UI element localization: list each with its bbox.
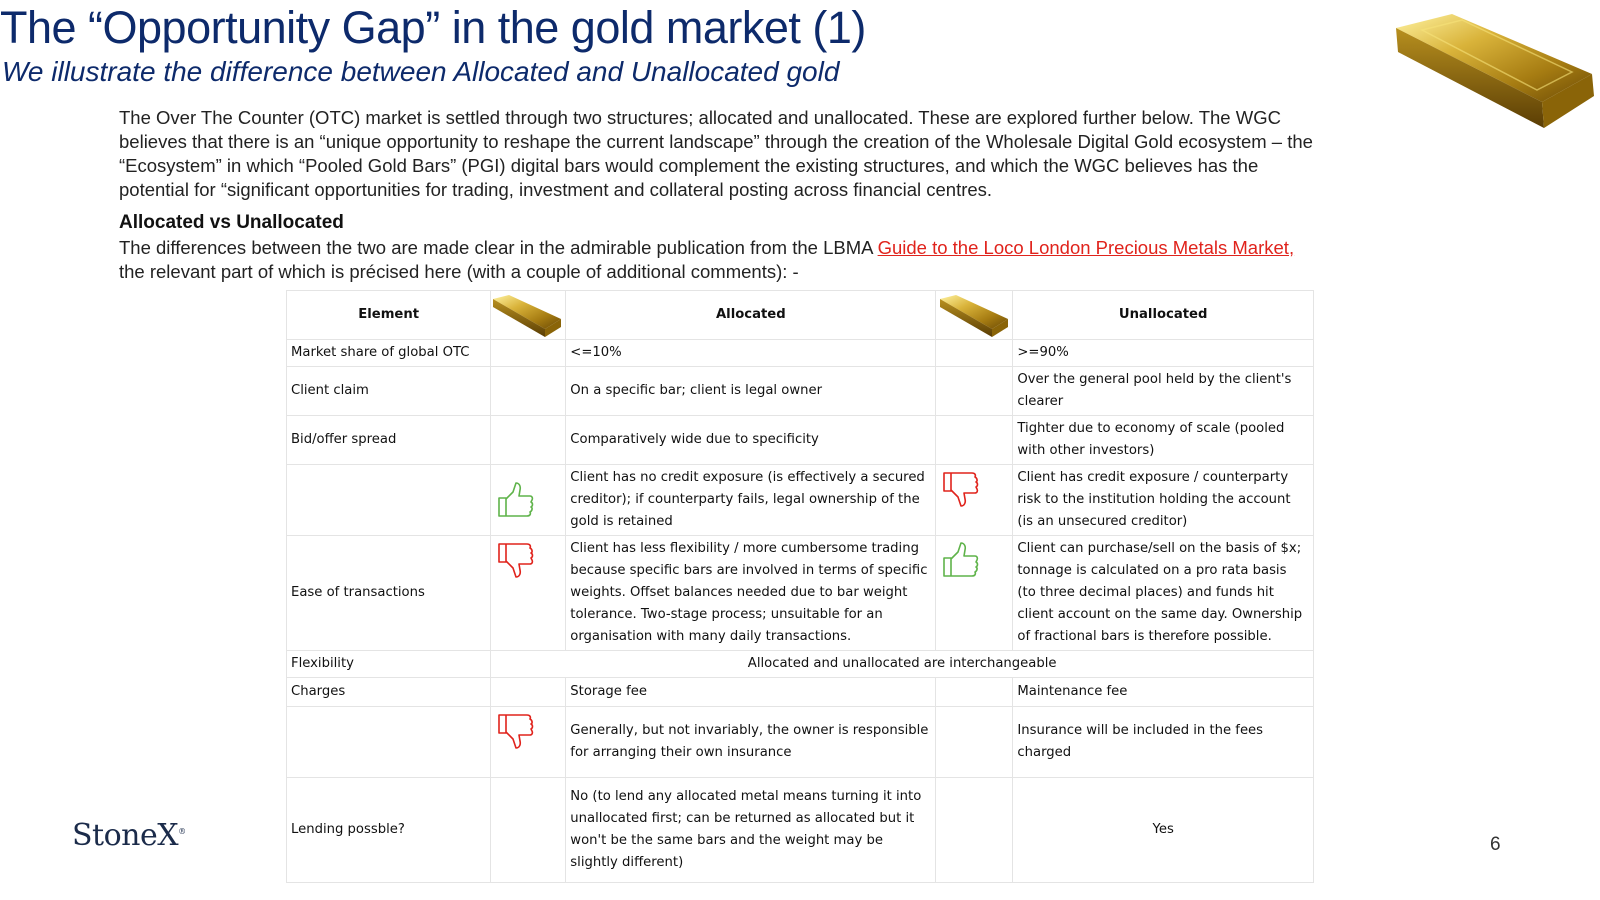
gold-bar-icon [938,293,1008,337]
cell-element: Lending possble? [287,778,491,883]
table-row [287,707,1314,778]
page-number: 6 [1490,834,1501,855]
cell-allocated: Client has less flexibility / more cumbersome trading because specific bars are involved in terms of specific weights. Offset balances needed due to bar weight tolerance. Two-stage process; unsuitable for an organisation with many daily transactions. [566,536,936,651]
thumbs-down-icon [940,469,980,509]
cell-element: Client claim [287,367,491,416]
comparison-table [286,290,1314,883]
cell-element: Market share of global OTC [287,340,491,367]
header-allocated-image-cell [491,291,566,340]
differences-paragraph [119,236,1319,284]
table-row [287,651,1314,678]
table-row [287,367,1314,416]
cell-element [287,707,491,778]
thumbs-up-icon [940,540,980,580]
cell-element: Charges [287,678,491,707]
slide-title: The “Opportunity Gap” in the gold market (1) [0,2,866,53]
intro-paragraph: The Over The Counter (OTC) market is settled through two structures; allocated and unallocated. These are explored further below. The WGC believes that there is an “unique opportunity to reshape the current landscape” through the creation of the Wholesale Digital Gold ecosystem – the “Ecosystem” in which “Pooled Gold Bars” (PGI) digital bars would complement the existing structures, and which the WGC believes has the potential for “significant opportunities for trading, investment and collateral posting across financial centres. [119,107,1313,200]
section-heading: Allocated vs Unallocated [119,212,344,233]
table-row [287,340,1314,367]
table-row [287,536,1314,651]
thumbs-down-icon [495,540,535,580]
cell-unallocated: Insurance will be included in the fees charged [1013,707,1314,778]
table-header-row [287,291,1314,340]
cell-allocated: Client has no credit exposure (is effectively a secured creditor); if counterparty fails, legal ownership of the gold is retained [566,465,936,536]
thumbs-down-icon [495,711,535,751]
cell-allocated: <=10% [566,340,936,367]
table-row [287,416,1314,465]
lbma-guide-link[interactable]: Guide to the Loco London Precious Metals Market, [877,237,1295,258]
diff-text-before: The differences between the two are made clear in the admirable publication from the LBMA [119,237,878,258]
slide-subtitle: We illustrate the difference between Allocated and Unallocated gold [2,56,840,87]
cell-allocated: Storage fee [566,678,936,707]
cell-element: Ease of transactions [287,536,491,651]
header-element: Element [287,291,491,340]
gold-bar-image [1392,6,1597,131]
table-row [287,778,1314,883]
gold-bar-icon [491,293,561,337]
cell-allocated: Generally, but not invariably, the owner is responsible for arranging their own insurance [566,707,936,778]
cell-unallocated: Yes [1013,778,1314,883]
cell-merged: Allocated and unallocated are interchangeable [491,651,1314,678]
cell-element [287,465,491,536]
diff-text-after: the relevant part of which is précised here (with a couple of additional comments): - [119,261,799,282]
cell-element: Bid/offer spread [287,416,491,465]
cell-unallocated: Client has credit exposure / counterparty risk to the institution holding the account (is an unsecured creditor) [1013,465,1314,536]
header-allocated: Allocated [566,291,936,340]
table-row [287,465,1314,536]
cell-allocated: No (to lend any allocated metal means turning it into unallocated first; can be returned as allocated but it won't be the same bars and the weight may be slightly different) [566,778,936,883]
cell-unallocated: Maintenance fee [1013,678,1314,707]
cell-unallocated: Tighter due to economy of scale (pooled with other investors) [1013,416,1314,465]
cell-unallocated: Over the general pool held by the client's clearer [1013,367,1314,416]
thumbs-up-icon [495,480,535,520]
cell-unallocated: >=90% [1013,340,1314,367]
table-row [287,678,1314,707]
cell-element: Flexibility [287,651,491,678]
header-unallocated: Unallocated [1013,291,1314,340]
cell-allocated: Comparatively wide due to specificity [566,416,936,465]
stonex-logo: StoneX® [72,818,186,853]
header-unallocated-image-cell [936,291,1013,340]
cell-unallocated: Client can purchase/sell on the basis of $x; tonnage is calculated on a pro rata basis (to three decimal places) and funds hit client account on the same day. Ownership of fractional bars is therefore possible. [1013,536,1314,651]
cell-allocated: On a specific bar; client is legal owner [566,367,936,416]
